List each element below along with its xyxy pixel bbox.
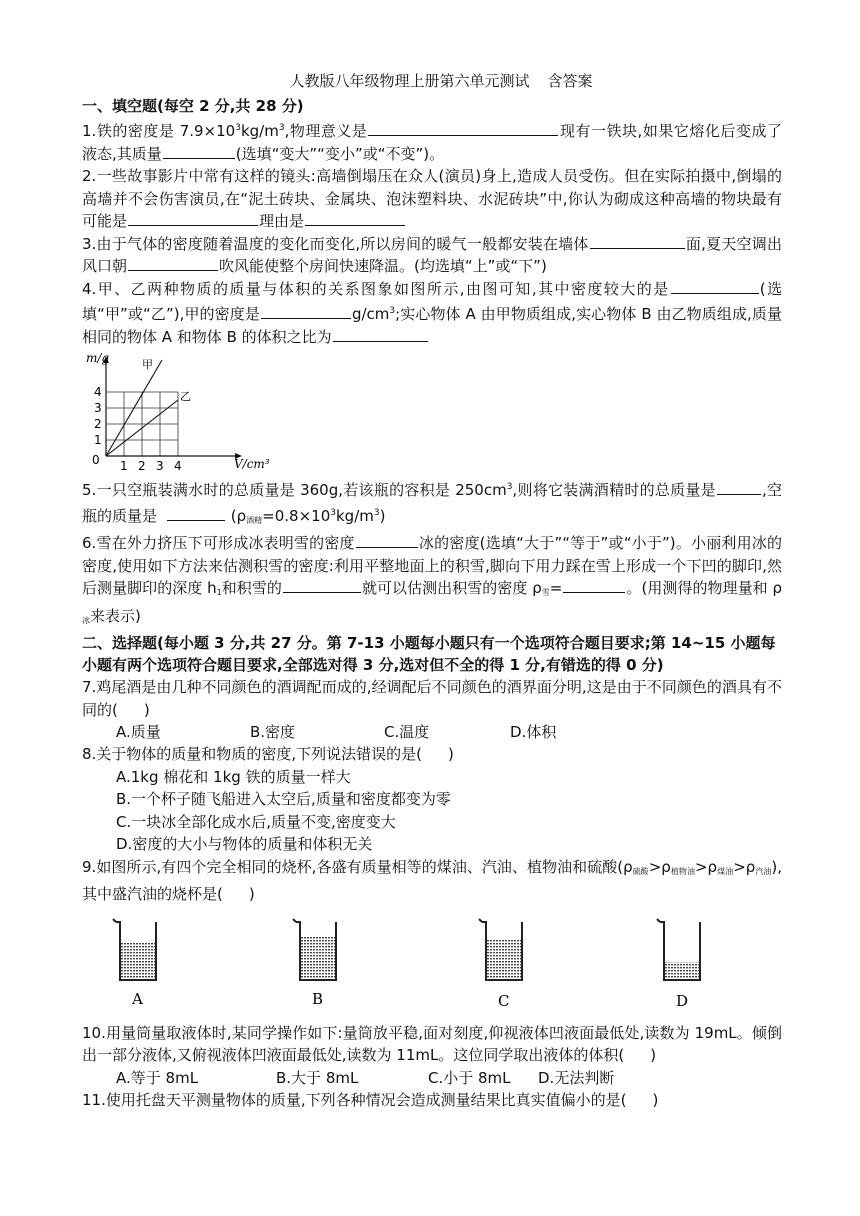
question-2 [82,165,782,233]
beaker-c-label: C [498,991,510,1008]
q6-blank-1[interactable] [356,533,418,548]
q6-text-b: 冰的密度(选填“大于”“等于”或“小于”)。小丽利用冰的密度,使用如下方法来估测积雪的密度:利用平整地面上的积雪,脚向下用力踩在雪上形成一个下凹的脚印,然后测量脚印的深度 h [82,534,782,597]
beaker-d[interactable] [656,916,706,1008]
q8-option-d[interactable]: D.密度的大小与物体的质量和体积无关 [116,835,373,853]
q6-blank-2[interactable] [283,578,361,593]
q7-option-b[interactable]: B.密度 [250,723,296,741]
title-text: 人教版八年级物理上册第六单元测试 [289,72,530,90]
q3-text-b: 面,夏天空调出风口朝 [82,234,782,275]
q10-option-b[interactable]: B.大于 8mL [276,1068,359,1087]
q5-text-g: ) [379,506,386,525]
q6-text-c: 和积雪的 [221,579,282,597]
q5-text-e: =0.8×10 [262,506,331,525]
label-yi: 乙 [180,390,191,403]
q10-paren: ) [650,1046,657,1064]
q3-blank-1[interactable] [590,234,685,249]
question-8 [82,743,782,766]
q6-text-d: 就可以估测出积雪的密度 ρ [361,579,542,597]
q5-sup: 3 [506,482,513,492]
q1-text-b: kg/m [240,122,279,140]
q4-blank-2[interactable] [261,304,351,319]
q6-text-g: 来表示) [90,606,141,625]
q2-blank-1[interactable] [128,211,258,226]
q8-option-a[interactable]: A.1kg 棉花和 1kg 铁的质量一样大 [116,767,351,786]
q9-sub-2: 植物油 [670,866,695,876]
label-jia: 甲 [142,358,153,371]
graph-grid [106,392,178,456]
q4-text-d: ;实心物体 A 由甲物质组成,实心物体 B 由乙物质组成,质量相同的物体 A 和物体 B 的体积之比为 [82,305,782,346]
y-tick-1: 1 [94,433,102,447]
y-tick-3: 3 [94,401,102,415]
page-title [82,70,782,91]
beaker-c[interactable] [478,916,528,1008]
x-axis-label: V/cm³ [234,457,270,470]
q9-text-e: ),其中盛汽油的烧杯是( [82,857,783,903]
q8-option-c[interactable]: C.一块冰全部化成水后,质量不变,密度变大 [116,812,396,831]
q9-text-d: >ρ [733,857,756,876]
q1-sup2: 3 [278,123,285,133]
q5-text-b: ,则将它装满酒精时的总质量是 [512,481,716,499]
graph-svg [82,352,272,470]
q7-option-d[interactable]: D.体积 [510,723,557,741]
q1-text-d: 现有一铁块,如果它熔化后变成了液态,其质量 [82,122,782,163]
q4-text-c: g/cm [351,305,390,323]
q2-text-a: 2.一些故事影片中常有这样的镜头:高墙倒塌压在众人(演员)身上,造成人员受伤。但在实际拍摄中,倒塌的高墙并不会伤害演员,在“泥土砖块、金属块、泡沫塑料块、水泥砖块”中,你认为砌成这种高墙的物块最有可能是 [82,167,782,230]
q5-sub: 酒精 [246,515,263,525]
title-suffix: 含答案 [547,72,593,90]
q8-paren: ) [447,745,454,763]
question-5 [82,476,782,532]
beaker-b[interactable] [292,916,342,1008]
q4-text-b: (选填“甲”或“乙”),甲的密度是 [82,279,782,323]
exam-page [82,70,782,1111]
x-tick-1: 1 [120,459,128,470]
q3-text-c: 吹风能使整个房间快速降温。(均选填“上”或“下”) [219,257,547,275]
q6-blank-3[interactable] [563,578,625,593]
q10-option-c[interactable]: C.小于 8mL [428,1068,511,1087]
q2-blank-2[interactable] [305,211,405,226]
question-4 [82,278,782,349]
question-7 [82,676,782,721]
x-tick-3: 3 [156,459,164,470]
q1-blank-1[interactable] [368,121,558,136]
x-tick-4: 4 [174,459,182,470]
q1-text-e: (选填“变大”“变小”或“不变”)。 [235,144,445,163]
q4-blank-3[interactable] [333,327,428,342]
q2-text-b: 理由是 [259,212,305,230]
q7-option-a[interactable]: A.质量 [116,723,161,741]
q9-sub-3: 煤油 [717,866,734,876]
x-tick-2: 2 [138,459,146,470]
q8-text: 8.关于物体的质量和物质的密度,下列说法错误的是( [82,745,422,763]
y-axis-label: m/g [86,352,110,365]
q5-text-d: (ρ [230,506,247,525]
q10-option-a[interactable]: A.等于 8mL [116,1068,199,1087]
q11-paren: ) [652,1090,659,1109]
question-11 [82,1089,782,1112]
question-1 [82,117,782,165]
q10-text: 10.用量筒量取液体时,某同学操作如下:量筒放平稳,面对刻度,仰视液体凹液面最低处,读数为 19mL。倾倒出一部分液体,又俯视液体凹液面最低处,读数为 11mL。这位同学取出液体的体积( [82,1023,782,1064]
q1-text-a: 1.铁的密度是 7.9×10 [82,122,236,140]
q4-text-a: 4.甲、乙两种物质的质量与体积的关系图象如图所示,由图可知,其中密度较大的是 [82,279,670,298]
q7-option-c[interactable]: C.温度 [384,723,430,741]
section-1-heading: 一、填空题(每空 2 分,共 28 分) [82,97,304,115]
q11-text: 11.使用托盘天平测量物体的质量,下列各种情况会造成测量结果比真实值偏小的是( [82,1090,627,1109]
q5-sup3: 3 [373,507,380,518]
question-6 [82,532,782,632]
q6-text-a: 6.雪在外力挤压下可形成冰表明雪的密度 [82,534,355,552]
mass-volume-graph [82,352,782,474]
q1-blank-2[interactable] [163,144,235,159]
beaker-a[interactable] [112,916,162,1008]
q1-sup: 3 [235,123,241,133]
q6-text-f: 。(用测得的物理量和 ρ [626,579,782,597]
q5-blank-2[interactable] [167,506,225,521]
y-tick-2: 2 [94,417,102,431]
q7-paren: ) [143,700,150,719]
q4-sup: 3 [389,306,396,316]
q9-sub-4: 汽油 [755,866,772,876]
q5-text-a: 5.一只空瓶装满水时的总质量是 360g,若该瓶的容积是 250cm [82,481,507,499]
beaker-figure [82,916,782,1016]
q5-text-c: ,空瓶的质量是 [82,481,782,525]
q9-text-a: 9.如图所示,有四个完全相同的烧杯,各盛有质量相等的煤油、汽油、植物油和硫酸(ρ [82,857,633,876]
q9-text-b: >ρ [648,857,671,876]
y-tick-4: 4 [94,385,102,399]
q6-sub2: 雪 [541,588,550,597]
section-2-heading: 二、选择题(每小题 3 分,共 27 分。第 7-13 小题每小题只有一个选项符合题目要求;第 14~15 小题每小题有两个选项符合题目要求,全部选对得 3 分,选对但不全的得 1 分,有错选的得 0 分) [82,634,776,674]
q9-text-c: >ρ [694,857,718,876]
beaker-a-label: A [132,989,143,1008]
q6-sub: 1 [216,588,222,597]
q3-text-a: 3.由于气体的密度随着温度的变化而变化,所以房间的暖气一般都安装在墙体 [82,234,589,253]
q7-text: 7.鸡尾酒是由几种不同颜色的酒调配而成的,经调配后不同颜色的酒界面分明,这是由于不同颜色的酒具有不同的( [82,678,782,719]
question-3 [82,233,782,278]
q8-option-b[interactable]: B.一个杯子随飞船进入太空后,质量和密度都变为零 [116,790,451,808]
q1-text-c: ,物理意义是 [284,122,368,140]
question-9 [82,856,782,906]
origin-label: 0 [92,453,100,467]
question-10 [82,1022,782,1067]
q4-blank-1[interactable] [671,279,759,294]
q6-sub3: 冰 [82,615,90,625]
q6-text-e: = [549,579,563,597]
q3-blank-2[interactable] [128,256,218,271]
q5-blank-1[interactable] [717,480,761,495]
q10-option-d[interactable]: D.无法判断 [538,1068,615,1087]
q9-sub-1: 硫酸 [632,866,649,876]
q9-paren: ) [248,885,255,903]
beaker-d-label: D [676,991,689,1008]
beaker-b-label: B [312,989,324,1008]
q10-options [116,1067,782,1089]
q5-sup2: 3 [330,507,336,518]
q5-text-f: kg/m [336,506,374,525]
q7-options [116,721,782,743]
